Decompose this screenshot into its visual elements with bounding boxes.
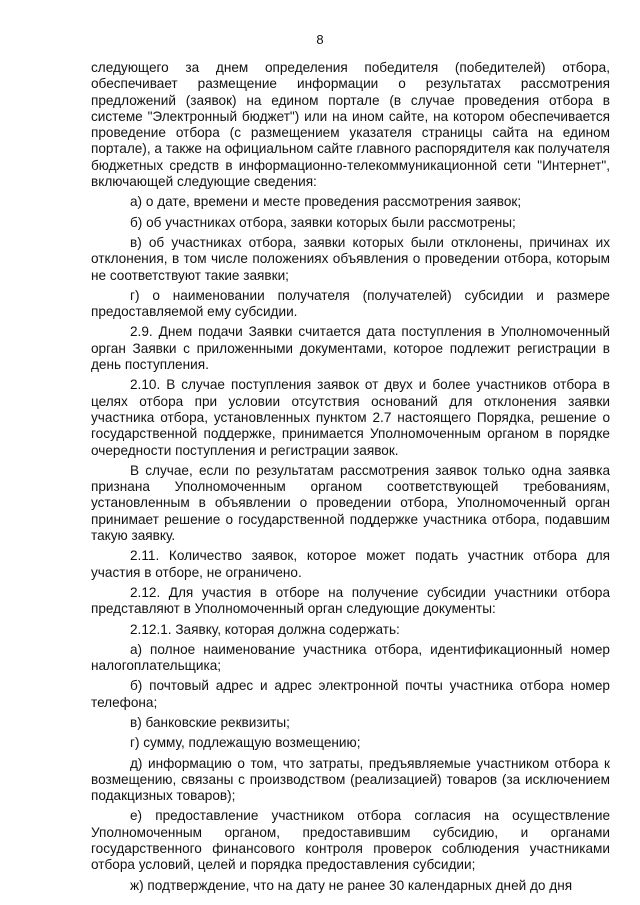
paragraph: а) полное наименование участника отбора, идентификационный номер налогоплательщика; — [91, 641, 610, 674]
paragraph: е) предоставление участником отбора согласия на осуществление Уполномоченным органом, предоставившим субсидию, и органами государственного финансового контроля проверок соблюдения участниками отбора условий, целей и порядка предоставления субсидии; — [91, 808, 610, 873]
paragraph: д) информацию о том, что затраты, предъявляемые участником отбора к возмещению, связаны с производством (реализацией) товаров (за исключением подакцизных товаров); — [91, 755, 610, 804]
paragraph: ж) подтверждение, что на дату не ранее 30 календарных дней до дня — [130, 877, 573, 893]
paragraph: в) об участниках отбора, заявки которых были отклонены, причинах их отклонения, в том числе положениях объявления о проведении отбора, которым не соответствуют такие заявки; — [91, 234, 610, 283]
paragraph: а) о дате, времени и месте проведения рассмотрения заявок; — [130, 194, 522, 210]
paragraph: г) о наименовании получателя (получателей) субсидии и размере предоставляемой ему субсидии. — [91, 287, 610, 320]
paragraph: г) сумму, подлежащую возмещению; — [130, 735, 361, 751]
page-number: 8 — [316, 32, 324, 47]
paragraph: в) банковские реквизиты; — [130, 714, 290, 730]
paragraph: 2.9. Днем подачи Заявки считается дата поступления в Уполномоченный орган Заявки с приложенными документами, которое подлежит регистрации в день поступления. — [91, 324, 610, 373]
paragraph: б) об участниках отбора, заявки которых были рассмотрены; — [130, 214, 516, 230]
paragraph: 2.10. В случае поступления заявок от двух и более участников отбора в целях отбора при условии отсутствия оснований для отклонения заявки участника отбора, установленных пунктом 2.7 настоящего Порядка, решение о государственной поддержке, принимается Уполномоченным органом в порядке очередности поступления и регистрации заявок. — [91, 377, 610, 458]
paragraph: б) почтовый адрес и адрес электронной почты участника отбора номер телефона; — [91, 678, 610, 710]
paragraph: В случае, если по результатам рассмотрения заявок только одна заявка признана Уполномоченным органом соответствующей требованиям, установленным в объявлении о проведении отбора, Уполномоченный орган принимает решение о государственной поддержке участника отбора, подавшим такую заявку. — [91, 462, 610, 544]
paragraph: 2.12.1. Заявку, которая должна содержать: — [130, 621, 400, 637]
paragraph: 2.11. Количество заявок, которое может подать участник отбора для участия в отборе, не ограничено. — [91, 548, 610, 580]
paragraph: 2.12. Для участия в отборе на получение субсидии участники отбора представляют в Уполномоченный орган следующие документы: — [91, 584, 610, 617]
paragraph: следующего за днем определения победителя (победителей) отбора, обеспечивает размещение информации о результатах рассмотрения предложений (заявок) на едином портале (в случае проведения отбора в системе "Электронный бюджет") или на ином сайте, на котором обеспечивается проведение отбора (с размещением указателя страницы сайта на едином портале), а также на официальном сайте главного распорядителя как получателя бюджетных средств в информационно-телекоммуникационной сети "Интернет", включающей следующие сведения: — [91, 60, 610, 190]
document-body — [91, 60, 610, 898]
